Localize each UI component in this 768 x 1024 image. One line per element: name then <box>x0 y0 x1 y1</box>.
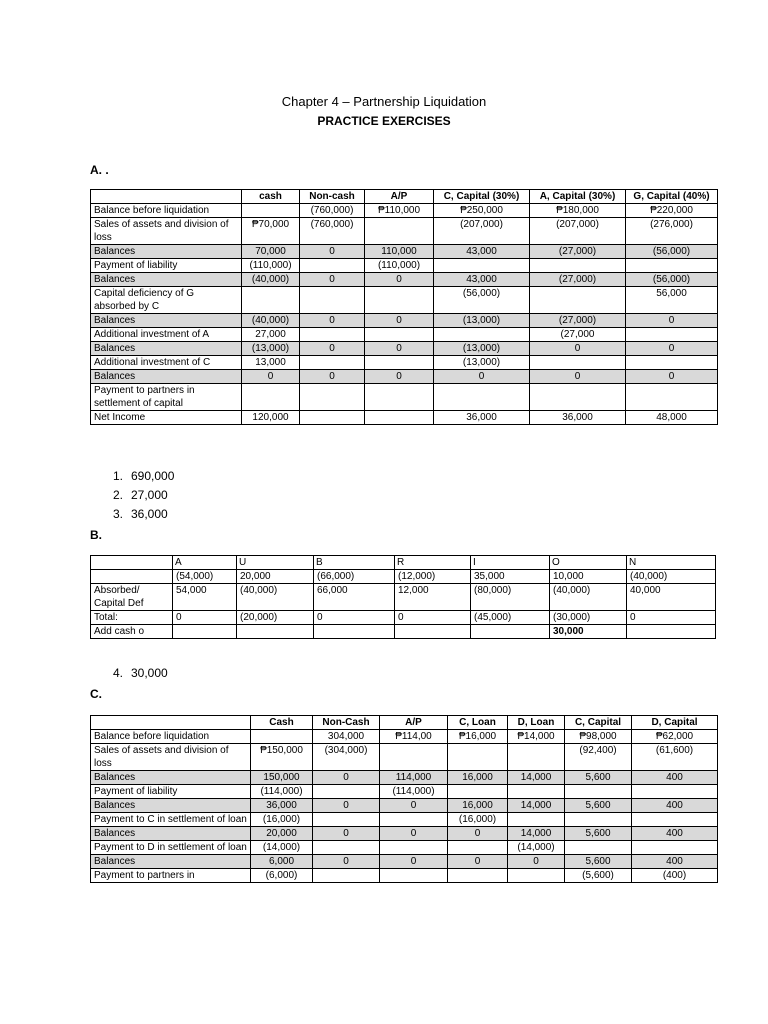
table-cell: (114,000) <box>251 785 313 799</box>
table-cell <box>434 328 530 342</box>
table-cell: 0 <box>300 314 365 328</box>
table-row <box>91 218 718 245</box>
column-header <box>91 556 173 570</box>
column-header: O <box>550 556 627 570</box>
column-header: N <box>627 556 716 570</box>
table-cell: 0 <box>626 342 718 356</box>
table-cell <box>380 813 448 827</box>
table-cell <box>565 813 632 827</box>
table-cell <box>626 384 718 411</box>
table-cell <box>314 625 395 639</box>
table-cell: (56,000) <box>626 245 718 259</box>
column-header: Non-Cash <box>313 716 380 730</box>
table-cell <box>365 411 434 425</box>
table-cell: 0 <box>380 855 448 869</box>
table-cell: (760,000) <box>300 218 365 245</box>
table-cell: (20,000) <box>237 611 314 625</box>
table-cell: (16,000) <box>251 813 313 827</box>
table-row <box>91 356 718 370</box>
table-cell: (304,000) <box>313 744 380 771</box>
table-cell: 0 <box>242 370 300 384</box>
table-row <box>91 584 716 611</box>
table-row <box>91 855 718 869</box>
table-cell: (13,000) <box>242 342 300 356</box>
table-cell: 304,000 <box>313 730 380 744</box>
table-cell: (45,000) <box>471 611 550 625</box>
table-cell <box>300 411 365 425</box>
table-cell: 5,600 <box>565 855 632 869</box>
table-cell: 43,000 <box>434 273 530 287</box>
table-cell <box>627 625 716 639</box>
table-cell: 0 <box>365 370 434 384</box>
table-cell: (110,000) <box>242 259 300 273</box>
table-cell: (13,000) <box>434 342 530 356</box>
table-cell: (40,000) <box>627 570 716 584</box>
table-cell <box>626 328 718 342</box>
table-c <box>90 715 718 883</box>
table-a <box>90 189 718 425</box>
table-cell: (27,000) <box>530 245 626 259</box>
table-cell: 400 <box>632 771 718 785</box>
table-row <box>91 287 718 314</box>
table-cell <box>434 259 530 273</box>
row-label: Balances <box>91 370 242 384</box>
table-cell: 400 <box>632 855 718 869</box>
table-cell: (27,000 <box>530 328 626 342</box>
table-cell <box>237 625 314 639</box>
row-label <box>91 570 173 584</box>
table-cell: 10,000 <box>550 570 627 584</box>
table-cell: 0 <box>627 611 716 625</box>
table-cell: 12,000 <box>395 584 471 611</box>
table-row <box>91 799 718 813</box>
table-cell: 0 <box>395 611 471 625</box>
table-row <box>91 827 718 841</box>
table-cell: (40,000) <box>242 314 300 328</box>
row-label: Balances <box>91 827 251 841</box>
table-cell: ₱250,000 <box>434 204 530 218</box>
table-cell: (27,000) <box>530 314 626 328</box>
row-label: Payment of liability <box>91 785 251 799</box>
column-header: C, Loan <box>448 716 508 730</box>
table-cell <box>300 356 365 370</box>
table-cell <box>300 328 365 342</box>
table-cell: 0 <box>313 827 380 841</box>
table-cell: 400 <box>632 827 718 841</box>
table-cell: ₱220,000 <box>626 204 718 218</box>
table-cell: 5,600 <box>565 771 632 785</box>
table-cell: (110,000) <box>365 259 434 273</box>
table-cell: 36,000 <box>530 411 626 425</box>
table-cell <box>530 384 626 411</box>
table-cell: 70,000 <box>242 245 300 259</box>
table-cell: 0 <box>448 855 508 869</box>
answer-number: 1. <box>113 469 124 483</box>
column-header <box>91 190 242 204</box>
row-label: Capital deficiency of G absorbed by C <box>91 287 242 314</box>
table-cell <box>380 841 448 855</box>
row-label: Balances <box>91 771 251 785</box>
column-header: G, Capital (40%) <box>626 190 718 204</box>
table-row <box>91 813 718 827</box>
answers-a-list <box>113 467 174 524</box>
table-cell: 0 <box>313 799 380 813</box>
table-cell: (61,600) <box>632 744 718 771</box>
table-cell: ₱62,000 <box>632 730 718 744</box>
table-cell: ₱14,000 <box>508 730 565 744</box>
table-cell: 114,000 <box>380 771 448 785</box>
table-cell <box>565 785 632 799</box>
table-cell <box>395 625 471 639</box>
row-label: Payment to C in settlement of loan <box>91 813 251 827</box>
row-label: Net Income <box>91 411 242 425</box>
row-label: Balances <box>91 342 242 356</box>
table-cell: (400) <box>632 869 718 883</box>
row-label: Additional investment of C <box>91 356 242 370</box>
row-label: Balance before liquidation <box>91 204 242 218</box>
table-cell: 35,000 <box>471 570 550 584</box>
table-cell <box>508 744 565 771</box>
table-cell: (40,000) <box>550 584 627 611</box>
table-cell <box>365 328 434 342</box>
table-cell: 0 <box>434 370 530 384</box>
table-row <box>91 259 718 273</box>
answer-value: 27,000 <box>131 488 168 502</box>
table-cell <box>508 813 565 827</box>
table-cell: (5,600) <box>565 869 632 883</box>
row-label: Balances <box>91 273 242 287</box>
table-cell: 6,000 <box>251 855 313 869</box>
column-header: Non-cash <box>300 190 365 204</box>
table-cell <box>530 259 626 273</box>
answer-value: 690,000 <box>131 469 175 483</box>
table-cell: 16,000 <box>448 799 508 813</box>
row-label: Balance before liquidation <box>91 730 251 744</box>
table-row <box>91 570 716 584</box>
table-cell <box>300 259 365 273</box>
row-label: Sales of assets and division of loss <box>91 744 251 771</box>
table-cell <box>632 841 718 855</box>
answer-item <box>113 505 174 524</box>
column-header: U <box>237 556 314 570</box>
row-label: Payment to D in settlement of loan <box>91 841 251 855</box>
row-label: Payment to partners in settlement of capital <box>91 384 242 411</box>
table-row <box>91 411 718 425</box>
table-cell: (54,000) <box>173 570 237 584</box>
table-cell: (207,000) <box>530 218 626 245</box>
table-cell: 0 <box>380 799 448 813</box>
answer-value: 36,000 <box>131 507 168 521</box>
table-cell <box>313 841 380 855</box>
table-cell: (276,000) <box>626 218 718 245</box>
table-cell <box>313 813 380 827</box>
table-row <box>91 611 716 625</box>
table-cell: ₱180,000 <box>530 204 626 218</box>
row-label: Add cash o <box>91 625 173 639</box>
table-row <box>91 841 718 855</box>
table-cell <box>242 287 300 314</box>
table-cell: 0 <box>365 342 434 356</box>
page-subtitle: PRACTICE EXERCISES <box>317 114 451 128</box>
table-cell <box>508 785 565 799</box>
table-cell: 54,000 <box>173 584 237 611</box>
table-cell: 0 <box>314 611 395 625</box>
table-cell: 43,000 <box>434 245 530 259</box>
table-cell: 48,000 <box>626 411 718 425</box>
answer-value: 30,000 <box>131 666 168 680</box>
table-cell: 36,000 <box>434 411 530 425</box>
answer-item <box>113 486 174 505</box>
section-b-label: B. <box>90 528 102 542</box>
table-cell: 0 <box>365 273 434 287</box>
table-cell: ₱110,000 <box>365 204 434 218</box>
table-cell: (114,000) <box>380 785 448 799</box>
table-cell <box>313 869 380 883</box>
table-row <box>91 869 718 883</box>
table-row <box>91 314 718 328</box>
table-cell: 0 <box>626 370 718 384</box>
table-cell <box>173 625 237 639</box>
table-cell: 0 <box>300 342 365 356</box>
table-cell <box>448 841 508 855</box>
table-cell <box>380 744 448 771</box>
table-row <box>91 625 716 639</box>
table-cell: (6,000) <box>251 869 313 883</box>
table-row <box>91 744 718 771</box>
column-header: A, Capital (30%) <box>530 190 626 204</box>
table-row <box>91 771 718 785</box>
table-cell: 0 <box>508 855 565 869</box>
table-cell <box>313 785 380 799</box>
answers-b-list <box>113 664 168 683</box>
table-row <box>91 730 718 744</box>
table-cell: 56,000 <box>626 287 718 314</box>
table-cell: 36,000 <box>251 799 313 813</box>
row-label: Sales of assets and division of loss <box>91 218 242 245</box>
row-label: Payment to partners in <box>91 869 251 883</box>
table-cell <box>530 287 626 314</box>
table-cell <box>632 785 718 799</box>
table-cell: 110,000 <box>365 245 434 259</box>
table-cell: 13,000 <box>242 356 300 370</box>
table-cell: 0 <box>365 314 434 328</box>
answer-item <box>113 664 168 683</box>
row-label: Additional investment of A <box>91 328 242 342</box>
page-title: Chapter 4 – Partnership Liquidation <box>281 94 487 109</box>
row-label: Balances <box>91 855 251 869</box>
table-cell <box>300 384 365 411</box>
column-header: Cash <box>251 716 313 730</box>
table-cell <box>365 384 434 411</box>
table-row <box>91 328 718 342</box>
table-cell <box>508 869 565 883</box>
table-cell <box>530 356 626 370</box>
table-cell: 0 <box>173 611 237 625</box>
table-cell <box>365 356 434 370</box>
table-cell: 20,000 <box>251 827 313 841</box>
table-cell <box>242 204 300 218</box>
table-cell <box>365 287 434 314</box>
table-cell <box>434 384 530 411</box>
table-cell: (13,000) <box>434 356 530 370</box>
table-cell <box>626 259 718 273</box>
row-label: Payment of liability <box>91 259 242 273</box>
column-header: D, Loan <box>508 716 565 730</box>
table-row <box>91 785 718 799</box>
row-label: Balances <box>91 314 242 328</box>
table-cell: 14,000 <box>508 827 565 841</box>
table-cell <box>626 356 718 370</box>
column-header: D, Capital <box>632 716 718 730</box>
table-cell: 27,000 <box>242 328 300 342</box>
answer-number: 4. <box>113 666 124 680</box>
table-cell: (56,000) <box>626 273 718 287</box>
table-cell <box>300 287 365 314</box>
table-cell: 5,600 <box>565 799 632 813</box>
table-cell: 400 <box>632 799 718 813</box>
answer-number: 2. <box>113 488 124 502</box>
table-cell: (27,000) <box>530 273 626 287</box>
table-cell: (92,400) <box>565 744 632 771</box>
table-row <box>91 204 718 218</box>
table-cell <box>471 625 550 639</box>
table-cell: (40,000) <box>242 273 300 287</box>
table-cell: ₱150,000 <box>251 744 313 771</box>
column-header: A/P <box>380 716 448 730</box>
table-cell: (207,000) <box>434 218 530 245</box>
table-cell: (30,000) <box>550 611 627 625</box>
table-cell: 16,000 <box>448 771 508 785</box>
table-cell <box>251 730 313 744</box>
column-header: A <box>173 556 237 570</box>
table-cell: 150,000 <box>251 771 313 785</box>
table-cell: 66,000 <box>314 584 395 611</box>
section-a-label: A. . <box>90 163 109 177</box>
table-cell: (16,000) <box>448 813 508 827</box>
table-cell: 0 <box>448 827 508 841</box>
table-cell: (12,000) <box>395 570 471 584</box>
table-cell: (40,000) <box>237 584 314 611</box>
column-header: R <box>395 556 471 570</box>
table-cell: ₱98,000 <box>565 730 632 744</box>
table-cell: 0 <box>300 245 365 259</box>
column-header: A/P <box>365 190 434 204</box>
table-cell: ₱70,000 <box>242 218 300 245</box>
table-row <box>91 273 718 287</box>
table-cell: ₱114,00 <box>380 730 448 744</box>
table-cell: 20,000 <box>237 570 314 584</box>
column-header <box>91 716 251 730</box>
answer-number: 3. <box>113 507 124 521</box>
table-cell: 120,000 <box>242 411 300 425</box>
column-header: cash <box>242 190 300 204</box>
table-cell <box>365 218 434 245</box>
column-header: C, Capital <box>565 716 632 730</box>
table-cell: 0 <box>313 771 380 785</box>
table-cell: 5,600 <box>565 827 632 841</box>
column-header: C, Capital (30%) <box>434 190 530 204</box>
table-cell <box>380 869 448 883</box>
row-label: Total: <box>91 611 173 625</box>
table-cell: (760,000) <box>300 204 365 218</box>
table-cell: 0 <box>300 273 365 287</box>
row-label: Absorbed/ Capital Def <box>91 584 173 611</box>
table-b <box>90 555 716 639</box>
column-header: B <box>314 556 395 570</box>
table-cell: 14,000 <box>508 771 565 785</box>
table-cell: 0 <box>300 370 365 384</box>
table-cell <box>565 841 632 855</box>
table-cell: (14,000) <box>251 841 313 855</box>
row-label: Balances <box>91 799 251 813</box>
table-cell: (13,000) <box>434 314 530 328</box>
column-header: I <box>471 556 550 570</box>
table-cell: 0 <box>380 827 448 841</box>
answer-item <box>113 467 174 486</box>
table-cell: 0 <box>530 342 626 356</box>
table-row <box>91 370 718 384</box>
table-cell: (14,000) <box>508 841 565 855</box>
section-c-label: C. <box>90 687 102 701</box>
table-row <box>91 384 718 411</box>
table-cell: 0 <box>626 314 718 328</box>
table-row <box>91 245 718 259</box>
table-cell: (80,000) <box>471 584 550 611</box>
table-cell: 14,000 <box>508 799 565 813</box>
table-cell: 0 <box>530 370 626 384</box>
table-cell <box>632 813 718 827</box>
row-label: Balances <box>91 245 242 259</box>
table-cell <box>448 744 508 771</box>
table-row <box>91 342 718 356</box>
table-cell <box>448 869 508 883</box>
table-cell: ₱16,000 <box>448 730 508 744</box>
table-cell: (56,000) <box>434 287 530 314</box>
table-cell <box>242 384 300 411</box>
table-cell: 0 <box>313 855 380 869</box>
table-cell: 30,000 <box>550 625 627 639</box>
table-cell: 40,000 <box>627 584 716 611</box>
table-cell: (66,000) <box>314 570 395 584</box>
table-cell <box>448 785 508 799</box>
